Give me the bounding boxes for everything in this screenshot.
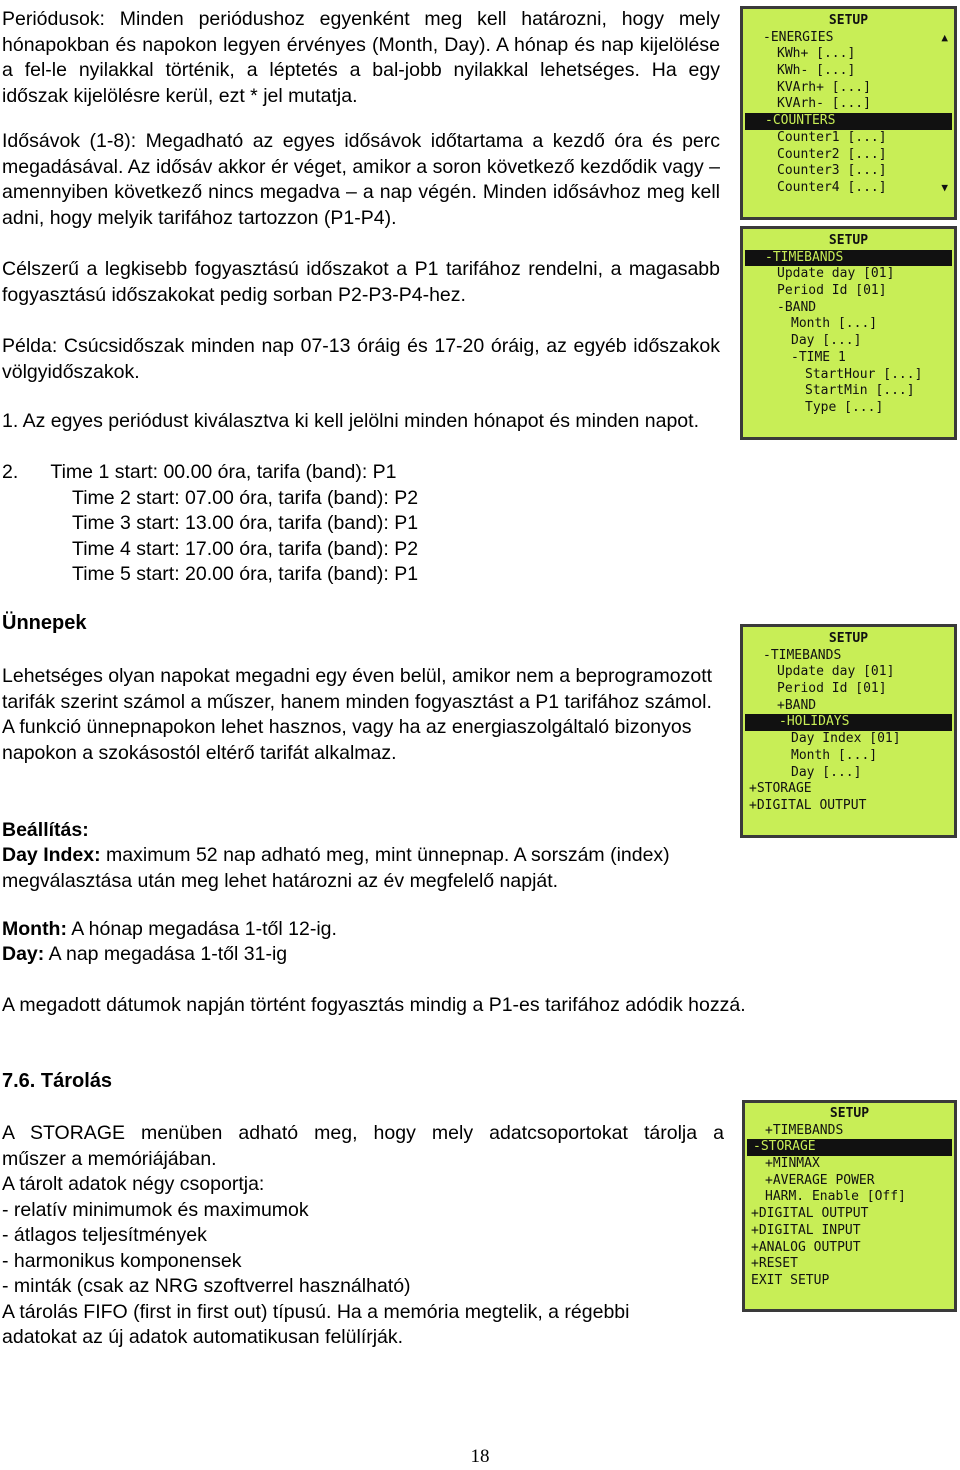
time-item: Time 2 start: 07.00 óra, tarifa (band): P2: [72, 486, 419, 509]
lcd-menu-item: [743, 731, 954, 748]
storage-line: - átlagos teljesítmények: [2, 1224, 207, 1246]
lcd-menu-item: [745, 1173, 954, 1190]
storage-line: - relatív minimumok és maximumok: [2, 1198, 309, 1221]
lcd-menu-item: [743, 648, 954, 665]
lcd-menu-item: [743, 664, 954, 681]
storage-line: - harmonikus komponensek: [2, 1249, 242, 1272]
paragraph-tariff-advice: Célszerű a legkisebb fogyasztású időszakot a P1 tarifához rendelni, a magasabb fogyasztású időszakokat pedig sorban P2-P3-P4-hez.: [2, 258, 720, 306]
paragraph-day-index: [2, 843, 714, 894]
lcd-menu-item: [745, 1273, 954, 1290]
lcd-menu-label: -TIME 1: [791, 349, 846, 365]
time-item: 2. Time 1 start: 00.00 óra, tarifa (band): P1: [2, 461, 397, 483]
lcd-menu-label: +DIGITAL OUTPUT: [749, 797, 867, 813]
lcd-menu-item: [743, 46, 954, 63]
lcd-menu-label: StartMin [...]: [805, 383, 915, 399]
lcd-menu-label: KWh- [...]: [777, 63, 856, 79]
lcd-menu-label: +AVERAGE POWER: [765, 1172, 875, 1188]
heading-holidays: Ünnepek: [2, 612, 87, 634]
lcd-menu-label: Counter4 [...]: [777, 179, 887, 195]
month-label: Month:: [2, 918, 67, 940]
lcd-menu-label: -ENERGIES: [763, 29, 834, 45]
lcd-menu-item: [743, 798, 954, 815]
lcd-menu-label: -TIMEBANDS: [765, 249, 844, 265]
lcd-menu-item-selected: [745, 250, 952, 267]
lcd-menu-label: Counter1 [...]: [777, 129, 887, 145]
lcd-screen-storage: [742, 1100, 957, 1312]
month-text: A hónap megadása 1-től 12-ig.: [66, 918, 337, 940]
lcd-menu-item-selected: [745, 113, 952, 130]
lcd-menu-label: Day Index [01]: [791, 731, 901, 747]
lcd-menu-label: StartHour [...]: [805, 366, 923, 382]
paragraph-periods: Periódusok: Minden periódushoz egyenként meg kell határozni, hogy mely hónapokban és napokon legyen érvényes (Month, Day). A hónap és nap kijelölése a fel-le nyilakkal történik, a léptetés a bal-jobb nyilakkal lehetséges. Ha egy időszak kijelölésre kerül, ezt * jel mutatja.: [2, 8, 720, 107]
lcd-menu-item: [745, 1240, 954, 1257]
lcd-menu-item: [743, 316, 954, 333]
lcd-menu-item: [745, 1223, 954, 1240]
lcd-menu-item-selected: [747, 1139, 952, 1156]
lcd-menu-item: [743, 748, 954, 765]
storage-line: A tárolás FIFO (first in first out) típusú. Ha a memória megtelik, a régebbi: [2, 1300, 630, 1323]
lcd-menu-item: [745, 1123, 954, 1140]
time-item: Time 5 start: 20.00 óra, tarifa (band): P1: [72, 563, 419, 585]
lcd-menu-item: [743, 266, 954, 283]
heading-storage: 7.6. Tárolás: [2, 1070, 113, 1092]
lcd-screen-holidays: [740, 624, 957, 838]
paragraph-step-1: 1. Az egyes periódust kiválasztva ki kell jelölni minden hónapot és minden napot.: [2, 410, 699, 432]
lcd-menu-item: [745, 1256, 954, 1273]
lcd-menu-item: [743, 781, 954, 798]
lcd-menu-item: [743, 367, 954, 384]
lcd-menu-item: [743, 698, 954, 715]
lcd-menu-label: Day [...]: [791, 764, 862, 780]
lcd-menu-item: [743, 63, 954, 80]
lcd-menu-label: +ANALOG OUTPUT: [751, 1239, 861, 1255]
lcd-menu-label: -HOLIDAYS: [779, 714, 850, 730]
lcd-menu-item: [745, 1206, 954, 1223]
time-list: [2, 460, 720, 588]
lcd-menu-label: Update day [01]: [777, 664, 895, 680]
lcd-screen-timebands: [740, 226, 957, 440]
lcd-menu-label: -BAND: [777, 299, 817, 315]
storage-text: [2, 1121, 724, 1351]
scroll-down-arrow-icon: ▼: [941, 180, 948, 194]
time-item: Time 4 start: 17.00 óra, tarifa (band): P2: [72, 537, 419, 560]
lcd-menu-item: [743, 300, 954, 317]
lcd-menu-label: +DIGITAL OUTPUT: [751, 1206, 869, 1222]
lcd-menu-label: Day [...]: [791, 333, 862, 349]
day-label: Day:: [2, 943, 45, 965]
time-item: Time 3 start: 13.00 óra, tarifa (band): P1: [72, 512, 419, 534]
lcd-menu-label: Counter3 [...]: [777, 163, 887, 179]
storage-line: - minták (csak az NRG szoftverrel használható): [2, 1275, 411, 1297]
lcd-menu-label: HARM. Enable [Off]: [765, 1189, 906, 1205]
paragraph-holidays: Lehetséges olyan napokat megadni egy éven belül, amikor nem a beprogramozott tarifák szerint számol a műszer, hanem minden fogyasztást a P1 tarifához számol. A funkció ünnepnapokon lehet hasznos, vagy ha az energiaszolgáltaló bizonyos napokon a szokásostól eltérő tarifát alkalmaz.: [2, 665, 713, 764]
storage-line: műszer a memóriájában.: [2, 1147, 217, 1170]
lcd-menu-label: -COUNTERS: [765, 113, 836, 129]
storage-line: adatokat az új adatok automatikusan felülírják.: [2, 1326, 404, 1348]
lcd-menu-item: [743, 400, 954, 417]
lcd-menu-label: KVArh- [...]: [777, 96, 871, 112]
lcd-menu-item: [743, 283, 954, 300]
day-index-label: Day Index:: [2, 844, 101, 866]
lcd-menu-label: +MINMAX: [765, 1156, 820, 1172]
storage-line: A tárolt adatok négy csoportja:: [2, 1173, 265, 1195]
lcd-menu-label: +BAND: [777, 697, 817, 713]
lcd-menu-label: Type [...]: [805, 399, 884, 415]
lcd-menu-item: [745, 1189, 954, 1206]
lcd-title: SETUP: [829, 1106, 870, 1121]
lcd-menu-item: [743, 765, 954, 782]
lcd-menu-item: [745, 1156, 954, 1173]
lcd-menu-item: [743, 383, 954, 400]
lcd-menu-item: [743, 681, 954, 698]
lcd-menu-label: +DIGITAL INPUT: [751, 1222, 861, 1238]
lcd-menu-item: [743, 180, 954, 197]
lcd-title: SETUP: [828, 233, 869, 248]
lcd-menu-item: [743, 130, 954, 147]
lcd-menu-label: Period Id [01]: [777, 283, 887, 299]
lcd-menu-item: [743, 96, 954, 113]
lcd-menu-label: +STORAGE: [749, 781, 812, 797]
lcd-menu-item: [743, 30, 954, 47]
lcd-menu-item: [743, 80, 954, 97]
lcd-title: SETUP: [828, 631, 869, 646]
lcd-menu-label: Update day [01]: [777, 266, 895, 282]
lcd-title: SETUP: [828, 13, 869, 28]
paragraph-example: Példa: Csúcsidőszak minden nap 07-13 óráig és 17-20 óráig, az egyéb időszakok völgyidőszakok.: [2, 335, 720, 383]
lcd-menu-label: Month [...]: [791, 316, 878, 332]
paragraph-timebands: Idősávok (1-8): Megadható az egyes idősávok időtartama a kezdő óra és perc megadásával. Az idősáv akkor ér véget, amikor a soron következő kezdődik vagy – amennyiben következő nincs megadva – a nap végén. Minden idősávhoz meg kell adni, hogy melyik tarifához tartozzon (P1-P4).: [2, 130, 720, 229]
lcd-menu-label: Counter2 [...]: [777, 146, 887, 162]
lcd-screen-energies: [740, 6, 957, 220]
day-line: [2, 942, 287, 968]
lcd-menu-label: -TIMEBANDS: [763, 647, 842, 663]
scroll-up-arrow-icon: ▲: [941, 30, 948, 44]
month-line: [2, 917, 337, 943]
lcd-menu-label: -STORAGE: [753, 1139, 816, 1155]
lcd-menu-item: [743, 163, 954, 180]
page-number: 18: [470, 1446, 490, 1467]
lcd-menu-item-selected: [745, 714, 952, 731]
lcd-menu-item: [743, 333, 954, 350]
heading-settings: Beállítás:: [2, 819, 89, 841]
lcd-menu-item: [743, 350, 954, 367]
lcd-menu-label: EXIT SETUP: [751, 1272, 830, 1288]
lcd-menu-label: KWh+ [...]: [777, 46, 856, 62]
day-text: A nap megadása 1-től 31-ig: [44, 943, 288, 965]
lcd-menu-item: [743, 147, 954, 164]
storage-line: A STORAGE menüben adható meg, hogy mely adatcsoportokat tárolja a: [2, 1122, 724, 1144]
paragraph-holiday-tariff: A megadott dátumok napján történt fogyasztás mindig a P1-es tarifához adódik hozzá.: [2, 994, 746, 1016]
lcd-menu-label: KVArh+ [...]: [777, 79, 871, 95]
lcd-menu-label: +TIMEBANDS: [765, 1122, 844, 1138]
lcd-menu-label: +RESET: [751, 1256, 798, 1272]
lcd-menu-label: Month [...]: [791, 747, 878, 763]
day-index-text: maximum 52 nap adható meg, mint ünnepnap. A sorszám (index) megválasztása után meg lehet határozni az év megfelelő napját.: [2, 844, 670, 892]
lcd-menu-label: Period Id [01]: [777, 681, 887, 697]
